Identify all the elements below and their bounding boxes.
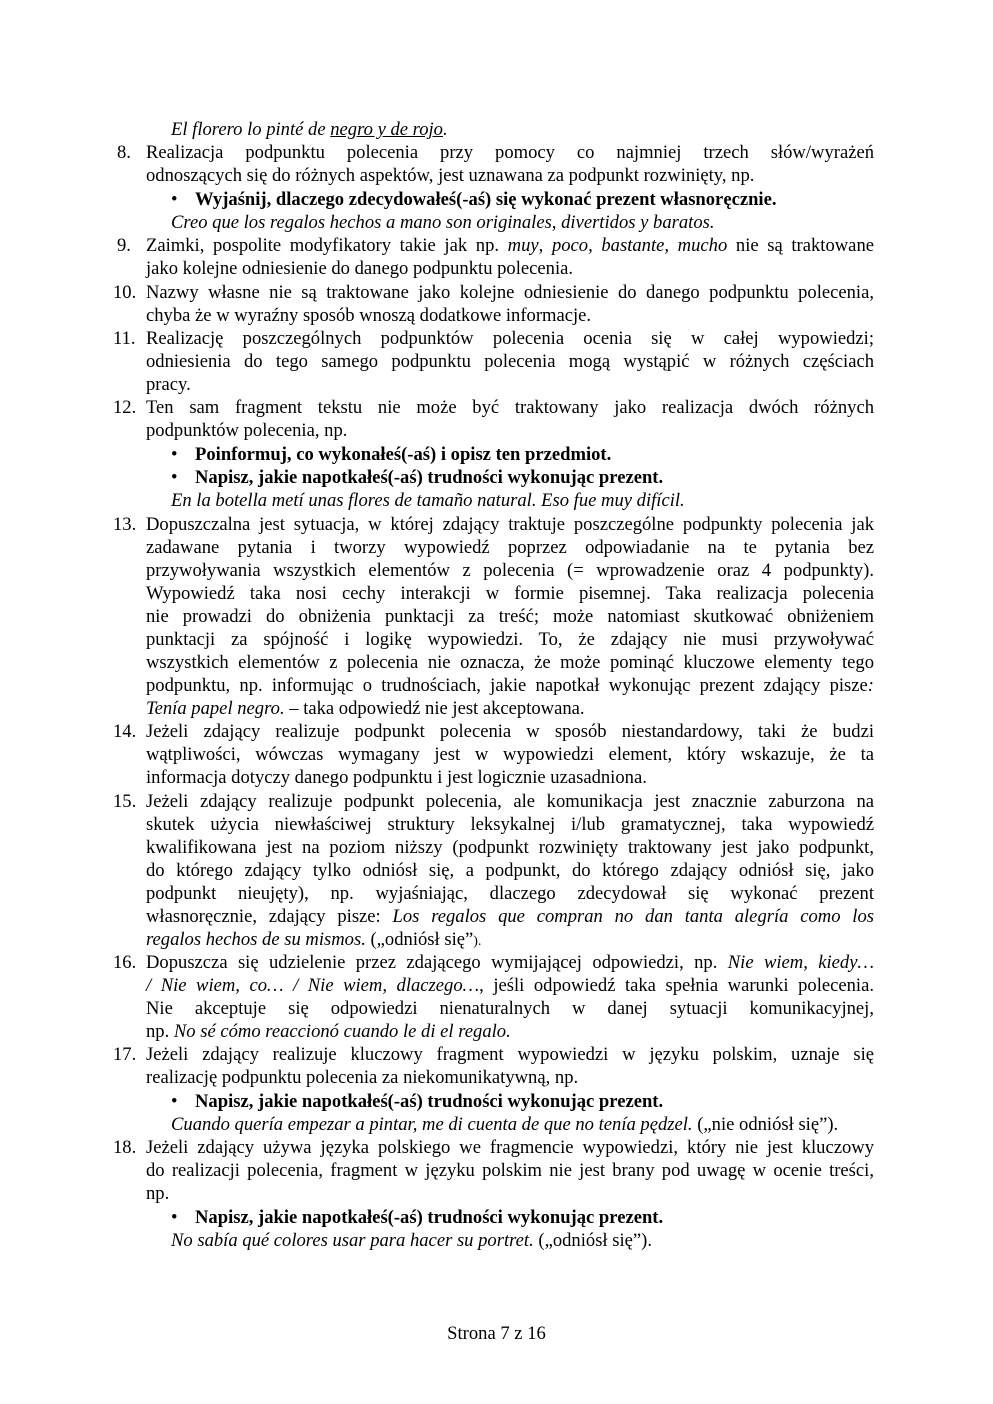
item-17-bullet: • Napisz, jakie napotkałeś(-aś) trudności wykonując prezent.	[171, 1091, 664, 1112]
item-13-line-9: Tenía papel negro. – taka odpowiedź nie jest akceptowana.	[146, 698, 585, 719]
item-16-line-3: Nie akceptuje się odpowiedzi nienaturalnych w danej sytuacji komunikacyjnej,	[146, 998, 874, 1019]
item-number-15: 15.	[113, 791, 137, 812]
item-number-14: 14.	[113, 721, 137, 742]
item-11-line-1: Realizację poszczególnych podpunktów polecenia ocenia się w całej wypowiedzi;	[146, 328, 874, 349]
item-number-10: 10.	[113, 282, 137, 303]
item-9-line-1: Zaimki, pospolite modyfikatory takie jak np. muy, poco, bastante, mucho nie są traktowane	[146, 235, 874, 256]
item-8-example: Creo que los regalos hechos a mano son originales, divertidos y baratos.	[171, 212, 715, 233]
item-12-line-1: Ten sam fragment tekstu nie może być traktowany jako realizacja dwóch różnych	[146, 397, 874, 418]
item-8-line-2: odnoszących się do różnych aspektów, jest uznawana za podpunkt rozwinięty, np.	[146, 165, 755, 186]
item-12-bullet-1: • Poinformuj, co wykonałeś(-aś) i opisz ten przedmiot.	[171, 444, 612, 465]
item-number-9: 9.	[117, 235, 131, 256]
item-18-bullet: • Napisz, jakie napotkałeś(-aś) trudności wykonując prezent.	[171, 1207, 664, 1228]
item-12-bullet-2: • Napisz, jakie napotkałeś(-aś) trudności wykonując prezent.	[171, 467, 664, 488]
item-12-line-2: podpunktów polecenia, np.	[146, 420, 348, 441]
item-16-line-4: np. No sé cómo reaccionó cuando le di el regalo.	[146, 1021, 511, 1042]
bullet-icon: •	[171, 1091, 178, 1112]
item-11-line-3: pracy.	[146, 374, 191, 395]
item-13-line-4: Wypowiedź taka nosi cechy interakcji w formie pisemnej. Taka realizacja polecenia	[146, 583, 874, 604]
item-18-line-3: np.	[146, 1183, 170, 1204]
item-18-example: No sabía qué colores usar para hacer su portret. („odniósł się”).	[171, 1230, 652, 1251]
item-13-line-8: podpunktu, np. informując o trudnościach, jakie napotkał wykonując prezent zdający pisze:	[146, 675, 874, 696]
item-13-line-1: Dopuszczalna jest sytuacja, w której zdający traktuje poszczególne podpunkty polecenia jak	[146, 514, 874, 535]
item-14-line-2: wątpliwości, wówczas wymagany jest w wypowiedzi element, który wskazuje, że ta	[146, 744, 874, 765]
item-14-line-1: Jeżeli zdający realizuje podpunkt polecenia w sposób niestandardowy, taki że budzi	[146, 721, 874, 742]
item-12-example: En la botella metí unas flores de tamaño natural. Eso fue muy difícil.	[171, 490, 685, 511]
item-14-line-3: informacja dotyczy danego podpunktu i jest logicznie uzasadniona.	[146, 767, 647, 788]
item-16-line-1: Dopuszcza się udzielenie przez zdającego wymijającej odpowiedzi, np. Nie wiem, kiedy…	[146, 952, 874, 973]
item-number-13: 13.	[113, 514, 137, 535]
item-15-line-1: Jeżeli zdający realizuje podpunkt polecenia, ale komunikacja jest znacznie zaburzona na	[146, 791, 874, 812]
bullet-icon: •	[171, 189, 178, 210]
item-13-line-7: wszystkich elementów z polecenia nie oznacza, że może pominąć kluczowe elementy tego	[146, 652, 874, 673]
bullet-icon: •	[171, 467, 178, 488]
item-8-bullet: • Wyjaśnij, dlaczego zdecydowałeś(-aś) się wykonać prezent własnoręcznie.	[171, 189, 777, 210]
item-13-line-6: punktacji za spójność i logikę wypowiedzi. To, że zdający nie musi przywoływać	[146, 629, 874, 650]
item-17-line-2: realizację podpunktu polecenia za niekomunikatywną, np.	[146, 1067, 579, 1088]
item-10-line-1: Nazwy własne nie są traktowane jako kolejne odniesienie do danego podpunktu polecenia,	[146, 282, 874, 303]
item-18-line-2: do realizacji polecenia, fragment w języku polskim nie jest brany pod uwagę w ocenie treści,	[146, 1160, 874, 1181]
item-9-line-2: jako kolejne odniesienie do danego podpunktu polecenia.	[146, 258, 574, 279]
item-17-example: Cuando quería empezar a pintar, me di cuenta de que no tenía pędzel. („nie odniósł się”).	[171, 1114, 839, 1135]
item-17-line-1: Jeżeli zdający realizuje kluczowy fragment wypowiedzi w języku polskim, uznaje się	[146, 1044, 874, 1065]
page-number-footer: Strona 7 z 16	[447, 1323, 546, 1344]
item-11-line-2: odniesienia do tego samego podpunktu polecenia mogą wystąpić w różnych częściach	[146, 351, 874, 372]
bullet-icon: •	[171, 444, 178, 465]
item-number-12: 12.	[113, 397, 137, 418]
item-number-17: 17.	[113, 1044, 137, 1065]
item-15-line-3: kwalifikowana jest na poziom niższy (podpunkt rozwinięty traktowany jest jako podpunkt,	[146, 837, 874, 858]
item-15-line-5: podpunkt nieujęty), np. wyjaśniając, dlaczego zdecydował się wykonać prezent	[146, 883, 874, 904]
item-15-line-7: regalos hechos de su mismos. („odniósł się”).	[146, 929, 482, 950]
item-18-line-1: Jeżeli zdający używa języka polskiego we fragmencie wypowiedzi, który nie jest kluczowy	[146, 1137, 874, 1158]
item-13-line-3: przywoływania wszystkich elementów z polecenia (= wprowadzenie oraz 4 podpunkty).	[146, 560, 874, 581]
bullet-icon: •	[171, 1207, 178, 1228]
item-16-line-2: / Nie wiem, co… / Nie wiem, dlaczego…, jeśli odpowiedź taka spełnia warunki polecenia.	[146, 975, 874, 996]
item-13-line-5: nie prowadzi do obniżenia punktacji za treść; może natomiast skutkować obniżeniem	[146, 606, 874, 627]
item-number-18: 18.	[113, 1137, 137, 1158]
item-15-line-2: skutek użycia niewłaściwej struktury leksykalnej i/lub gramatycznej, taka wypowiedź	[146, 814, 874, 835]
item-number-11: 11.	[113, 328, 136, 349]
item-8-line-1: Realizacja podpunktu polecenia przy pomocy co najmniej trzech słów/wyrażeń	[146, 142, 874, 163]
item-number-16: 16.	[113, 952, 137, 973]
example-line-item7: El florero lo pinté de negro y de rojo.	[171, 119, 448, 140]
item-15-line-4: do którego zdający tylko odniósł się, a podpunkt, do którego zdający odniósł się, jako	[146, 860, 874, 881]
item-number-8: 8.	[117, 142, 131, 163]
item-10-line-2: chyba że w wyraźny sposób wnoszą dodatkowe informacje.	[146, 305, 592, 326]
item-13-line-2: zadawane pytania i tworzy wypowiedź poprzez odpowiadanie na te pytania bez	[146, 537, 874, 558]
item-15-line-6: własnoręcznie, zdający pisze: Los regalos que compran no dan tanta alegría como los	[146, 906, 874, 927]
